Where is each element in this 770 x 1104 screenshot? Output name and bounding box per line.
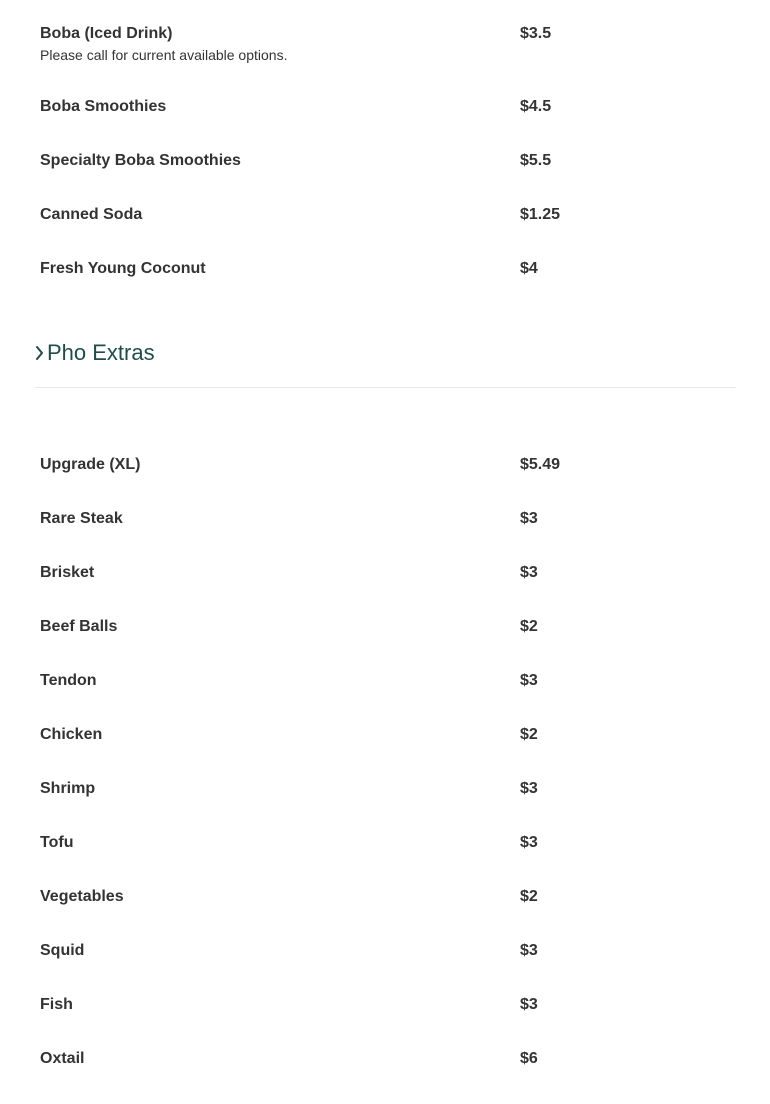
menu-item-name: Fresh Young Coconut bbox=[40, 260, 206, 277]
menu-item[interactable] bbox=[0, 564, 770, 618]
menu-item-name: Shrimp bbox=[40, 780, 96, 797]
menu-item[interactable] bbox=[0, 618, 770, 672]
menu-item-price: $1.25 bbox=[520, 206, 561, 223]
menu-item-name: Rare Steak bbox=[40, 510, 123, 527]
menu-item-name: Oxtail bbox=[40, 1050, 85, 1067]
category-header-pho-extras[interactable] bbox=[35, 340, 735, 388]
menu-item-name: Vegetables bbox=[40, 888, 124, 905]
menu-item-name: Fish bbox=[40, 996, 73, 1013]
menu-item-price: $4 bbox=[520, 260, 538, 277]
menu-item[interactable] bbox=[0, 888, 770, 942]
pho-extras-menu-list bbox=[0, 456, 770, 1104]
menu-item[interactable] bbox=[0, 98, 770, 152]
menu-item-price: $2 bbox=[520, 888, 538, 905]
category-title: Pho Extras bbox=[47, 340, 155, 365]
menu-item-price: $3 bbox=[520, 672, 538, 689]
menu-item-price: $3 bbox=[520, 834, 538, 851]
menu-item-name: Brisket bbox=[40, 564, 95, 581]
menu-item[interactable] bbox=[0, 1050, 770, 1104]
menu-item-price: $3 bbox=[520, 510, 538, 527]
menu-item[interactable] bbox=[0, 942, 770, 996]
menu-item-price: $3 bbox=[520, 564, 538, 581]
menu-item-price: $3 bbox=[520, 942, 538, 959]
menu-item-price: $6 bbox=[520, 1050, 538, 1067]
menu-item[interactable] bbox=[0, 25, 770, 98]
menu-item-name: Squid bbox=[40, 942, 85, 959]
menu-item-price: $2 bbox=[520, 618, 538, 635]
menu-item[interactable] bbox=[0, 780, 770, 834]
menu-item[interactable] bbox=[0, 726, 770, 780]
menu-item-name: Boba (Iced Drink) bbox=[40, 25, 173, 42]
menu-item[interactable] bbox=[0, 996, 770, 1050]
menu-item-price: $3 bbox=[520, 996, 538, 1013]
menu-item-name: Chicken bbox=[40, 726, 103, 743]
menu-item-name: Beef Balls bbox=[40, 618, 118, 635]
menu-item-description: Please call for current available options. bbox=[40, 47, 288, 63]
menu-item[interactable] bbox=[0, 260, 770, 314]
menu-item-price: $3.5 bbox=[520, 25, 552, 42]
menu-item[interactable] bbox=[0, 152, 770, 206]
menu-item[interactable] bbox=[0, 834, 770, 888]
menu-item[interactable] bbox=[0, 510, 770, 564]
menu-item[interactable] bbox=[0, 456, 770, 510]
menu-item[interactable] bbox=[0, 206, 770, 260]
menu-item-price: $5.5 bbox=[520, 152, 552, 169]
menu-item-name: Boba Smoothies bbox=[40, 98, 167, 115]
menu-item-price: $4.5 bbox=[520, 98, 552, 115]
menu-item-name: Specialty Boba Smoothies bbox=[40, 152, 241, 169]
menu-item-name: Upgrade (XL) bbox=[40, 456, 141, 473]
menu-item-name: Canned Soda bbox=[40, 206, 143, 223]
drinks-menu-list bbox=[0, 25, 770, 314]
menu-item-price: $5.49 bbox=[520, 456, 561, 473]
menu-item-name: Tendon bbox=[40, 672, 97, 689]
menu-item-price: $2 bbox=[520, 726, 538, 743]
menu-item-price: $3 bbox=[520, 780, 538, 797]
menu-item[interactable] bbox=[0, 672, 770, 726]
menu-item-name: Tofu bbox=[40, 834, 74, 851]
chevron-right-icon bbox=[35, 345, 47, 361]
